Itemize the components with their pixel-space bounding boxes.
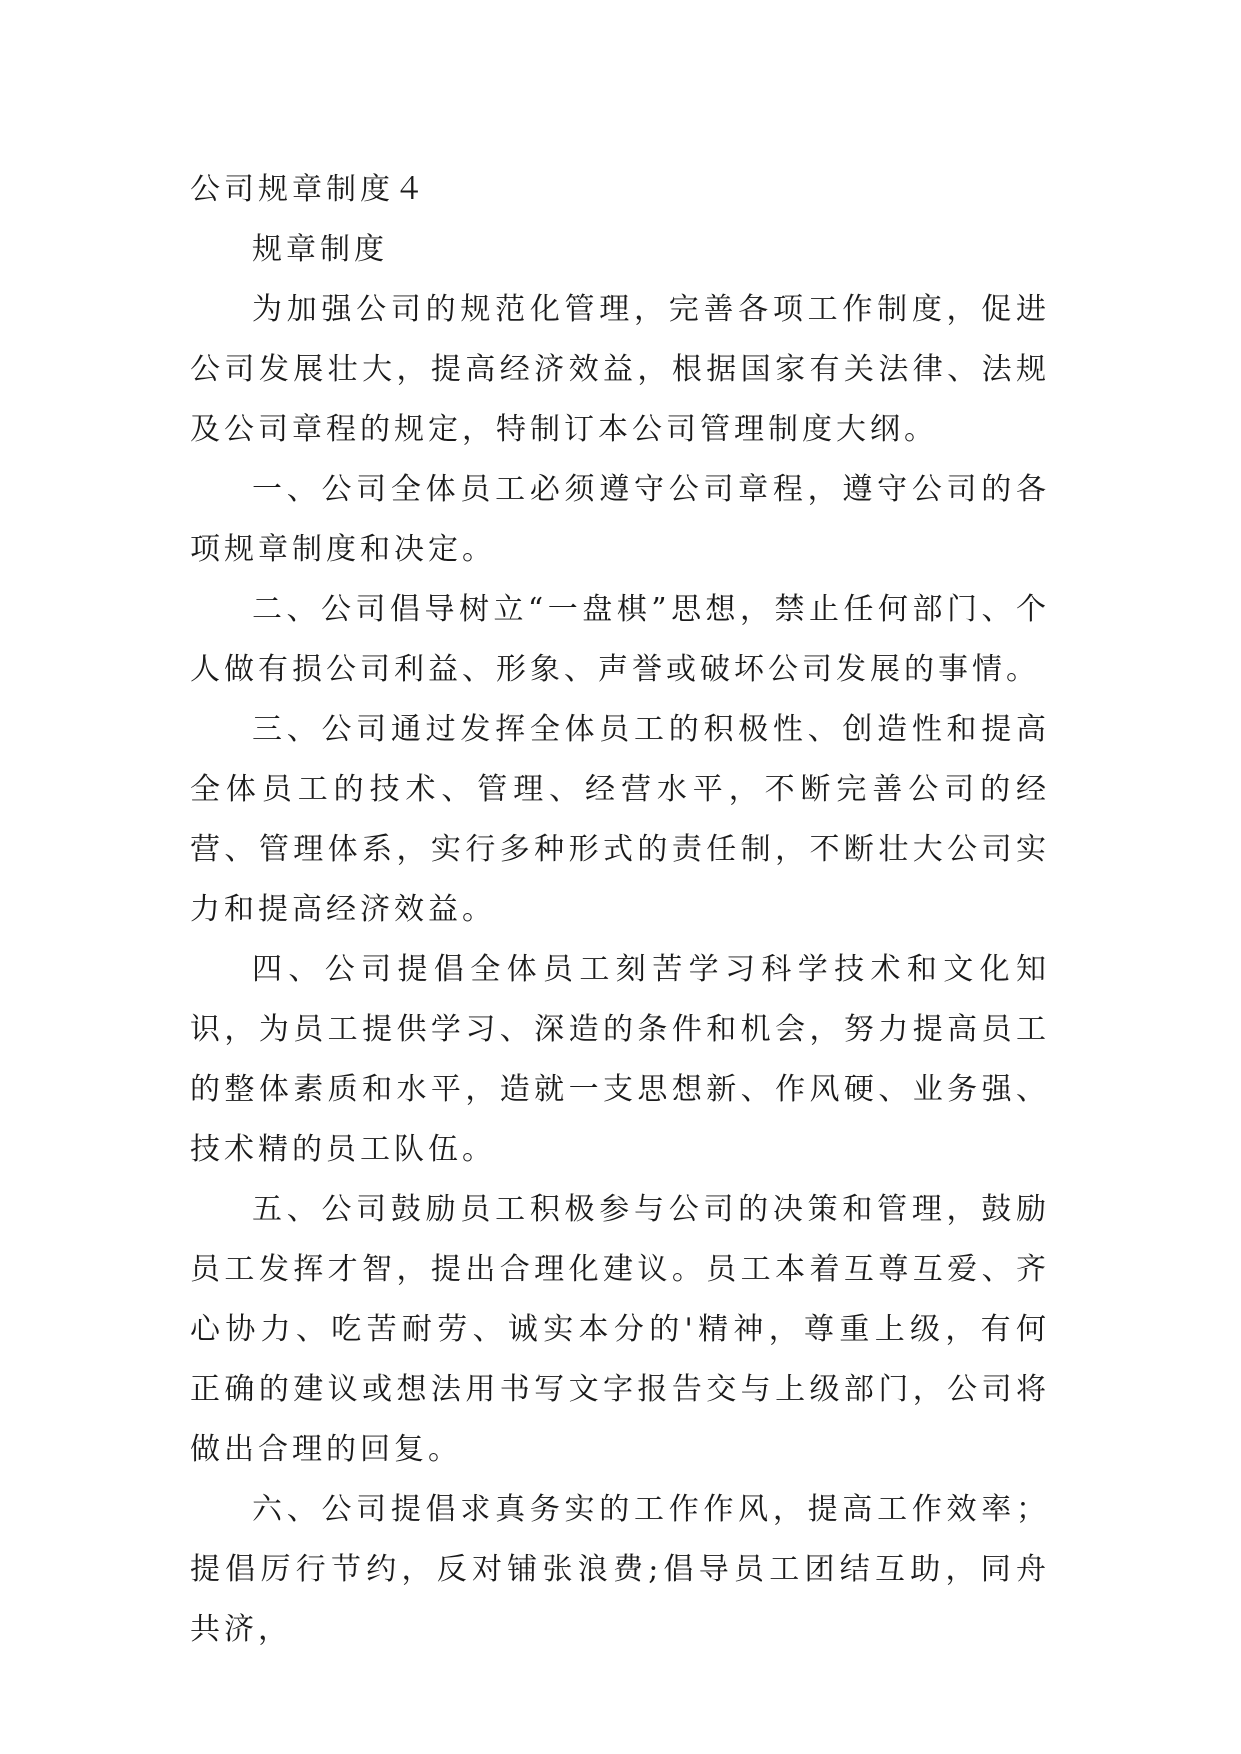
document-body — [190, 160, 1050, 1660]
paragraph-article-2: 二、公司倡导树立“一盘棋”思想，禁止任何部门、个人做有损公司利益、形象、声誉或破坏公司发展的事情。 — [190, 592, 1050, 687]
paragraph-article-4: 四、公司提倡全体员工刻苦学习科学技术和文化知识，为员工提供学习、深造的条件和机会，努力提高员工的整体素质和水平，造就一支思想新、作风硬、业务强、技术精的员工队伍。 — [190, 952, 1050, 1167]
paragraph-intro: 为加强公司的规范化管理，完善各项工作制度，促进公司发展壮大，提高经济效益，根据国家有关法律、法规及公司章程的规定，特制订本公司管理制度大纲。 — [190, 292, 1050, 447]
paragraph-article-5: 五、公司鼓励员工积极参与公司的决策和管理，鼓励员工发挥才智，提出合理化建议。员工本着互尊互爱、齐心协力、吃苦耐劳、诚实本分的'精神，尊重上级，有何正确的建议或想法用书写文字报告交与上级部门，公司将做出合理的回复。 — [190, 1192, 1050, 1467]
paragraph-article-3: 三、公司通过发挥全体员工的积极性、创造性和提高全体员工的技术、管理、经营水平，不断完善公司的经营、管理体系，实行多种形式的责任制，不断壮大公司实力和提高经济效益。 — [190, 712, 1050, 927]
document-heading: 规章制度 — [252, 232, 388, 267]
document-title: 公司规章制度４ — [190, 172, 428, 207]
paragraph-article-6: 六、公司提倡求真务实的工作作风，提高工作效率；提倡厉行节约，反对铺张浪费;倡导员工团结互助，同舟共济， — [190, 1492, 1050, 1647]
paragraph-article-1: 一、公司全体员工必须遵守公司章程，遵守公司的各项规章制度和决定。 — [190, 472, 1050, 567]
